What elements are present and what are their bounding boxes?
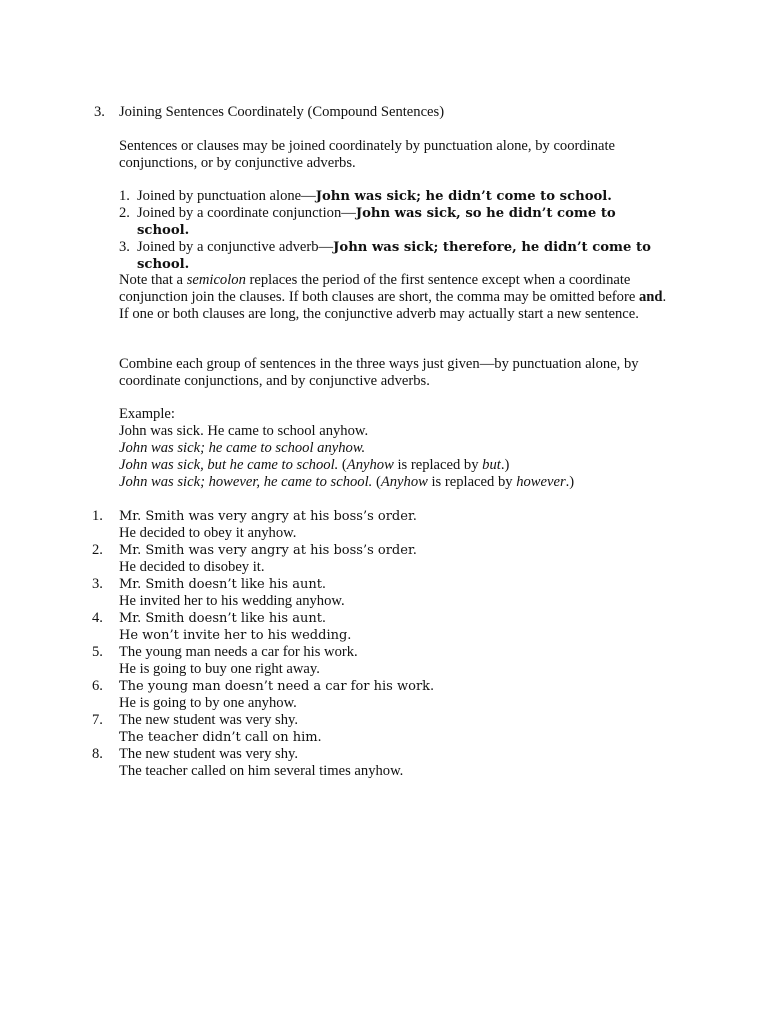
example-text: is replaced by — [427, 474, 517, 490]
example-source: John was sick. He came to school anyhow. — [119, 423, 369, 439]
exercise-sentence-b: He won’t invite her to his wedding. — [119, 628, 352, 643]
exercise-sentence-a: Mr. Smith doesn’t like his aunt. — [119, 577, 327, 592]
exercise-sentence-b: He decided to disobey it. — [119, 559, 265, 575]
intro-paragraph: Sentences or clauses may be joined coordinately by punctuation alone, by coordinate conjunctions, or by conjunctive adverbs. — [119, 138, 616, 171]
example-word: however — [516, 474, 566, 490]
exercise-item — [92, 576, 434, 610]
method-item — [119, 188, 659, 205]
exercise-sentence-a: Mr. Smith was very angry at his boss’s order. — [119, 509, 417, 524]
example-paren: ( — [338, 457, 347, 473]
section-title: Joining Sentences Coordinately (Compound Sentences) — [119, 104, 445, 120]
example-sentence: John was sick, but he came to school. — [119, 457, 339, 473]
method-lead: Joined by a conjunctive adverb— — [137, 239, 334, 255]
exercise-item — [92, 678, 434, 712]
exercise-item — [92, 542, 434, 576]
note-and: and — [638, 289, 663, 305]
exercise-number: 4. — [92, 610, 103, 626]
exercise-sentence-b: The teacher didn’t call on him. — [119, 730, 322, 745]
example-line-1: John was sick; he came to school anyhow. — [119, 440, 366, 456]
note-text: replaces the period of the first sentence except when a coordinate conjunction join the clauses. If both clauses are short, the comma may be omitted before — [119, 272, 639, 305]
exercise-list — [92, 508, 434, 780]
example-anyhow: Anyhow — [346, 457, 394, 473]
example-anyhow: Anyhow — [380, 474, 428, 490]
exercise-number: 8. — [92, 746, 103, 762]
exercise-sentence-a: Mr. Smith was very angry at his boss’s order. — [119, 543, 417, 558]
method-lead: Joined by a coordinate conjunction— — [137, 205, 356, 221]
exercise-sentence-b: He is going to buy one right away. — [119, 661, 320, 677]
example-paren: .) — [565, 474, 575, 490]
instruction-paragraph: Combine each group of sentences in the three ways just given—by punctuation alone, by coordinate conjunctions, and by conjunctive adverbs. — [119, 356, 639, 389]
example-paren: ( — [372, 474, 381, 490]
method-lead: Joined by punctuation alone— — [137, 188, 316, 204]
exercise-number: 6. — [92, 678, 103, 694]
methods-list — [119, 188, 659, 273]
section-number: 3. — [94, 104, 105, 120]
exercise-sentence-b: He invited her to his wedding anyhow. — [119, 593, 345, 609]
example-sentence: John was sick; however, he came to school. — [119, 474, 373, 490]
exercise-number: 1. — [92, 508, 103, 524]
exercise-sentence-a: The young man doesn’t need a car for his work. — [119, 679, 435, 694]
example-block — [119, 406, 574, 491]
exercise-sentence-a: The new student was very shy. — [119, 712, 299, 728]
method-item — [119, 205, 659, 239]
exercise-number: 7. — [92, 712, 103, 728]
example-word: but — [482, 457, 501, 473]
note-semicolon: semicolon — [186, 272, 246, 288]
example-line-2 — [119, 457, 574, 474]
method-example: John was sick, so he didn’t come to school. — [137, 206, 616, 238]
exercise-sentence-b: He decided to obey it anyhow. — [119, 525, 297, 541]
example-label: Example: — [119, 406, 175, 422]
exercise-item — [92, 712, 434, 746]
exercise-sentence-b: He is going to by one anyhow. — [119, 695, 297, 711]
method-example: John was sick; therefore, he didn’t come to school. — [137, 240, 651, 272]
method-example: John was sick; he didn’t come to school. — [315, 189, 612, 204]
exercise-item — [92, 644, 434, 678]
exercise-sentence-a: The young man needs a car for his work. — [119, 644, 358, 660]
exercise-number: 3. — [92, 576, 103, 592]
method-number: 2. — [119, 205, 130, 221]
method-number: 3. — [119, 239, 130, 255]
exercise-item — [92, 746, 434, 780]
note-text: . If one or both clauses are long, the conjunctive adverb may actually start a new sentence. — [119, 289, 667, 322]
exercise-sentence-b: The teacher called on him several times anyhow. — [119, 763, 404, 779]
exercise-number: 5. — [92, 644, 103, 660]
method-number: 1. — [119, 188, 130, 204]
exercise-sentence-a: The new student was very shy. — [119, 746, 299, 762]
method-item — [119, 239, 659, 273]
note-paragraph — [119, 272, 679, 323]
example-paren: .) — [500, 457, 510, 473]
exercise-item — [92, 610, 434, 644]
note-text: Note that a — [119, 272, 187, 288]
example-line-3 — [119, 474, 574, 491]
example-text: is replaced by — [393, 457, 483, 473]
exercise-number: 2. — [92, 542, 103, 558]
exercise-sentence-a: Mr. Smith doesn’t like his aunt. — [119, 611, 327, 626]
exercise-item — [92, 508, 434, 542]
